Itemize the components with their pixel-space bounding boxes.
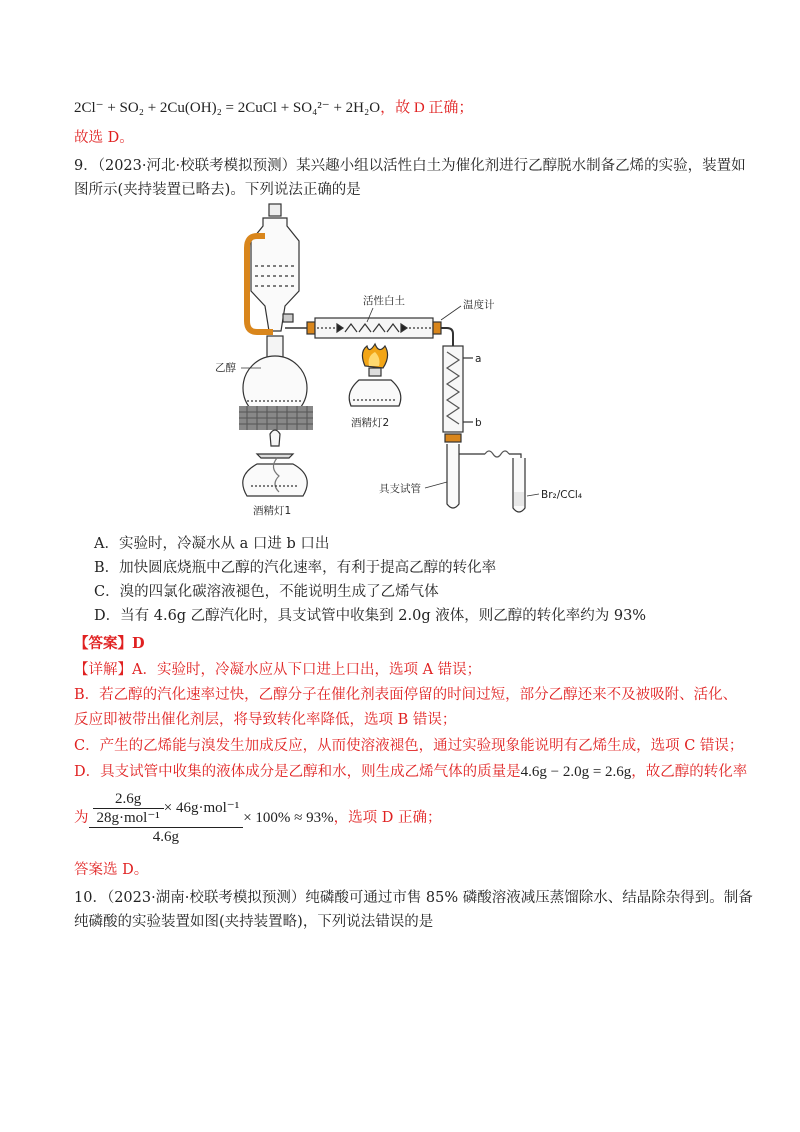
detail-line1: 【详解】A．实验时，冷凝水应从下口进上口出，选项 A 错误； [74,662,482,678]
q10-text-line2: 纯磷酸的实验装置如图(夹持装置略)，下列说法错误的是 [74,914,434,930]
q9-text-line2: 图所示(夹持装置已略去)。下列说法正确的是 [74,182,361,198]
bromine-tube [513,458,525,512]
inner-fraction [93,790,164,827]
q9-text-line1: 9．（2023·河北·校联考模拟预测）某兴趣小组以活性白土为催化剂进行乙醇脱水制备乙烯的实验，装置如 [74,158,746,174]
outer-numerator [89,790,244,827]
detail-line5 [74,762,747,782]
detail-line3: 反应即被带出催化剂层，将导致转化率降低，选项 B 错误； [74,712,457,728]
catalyst-tube [307,318,441,338]
label-b: b [475,417,482,429]
label-side-arm-tube: 具支试管 [379,483,421,495]
outer-denominator: 4.6g [89,827,244,846]
option-d: D．当有 4.6g 乙醇汽化时，具支试管中收集到 2.0g 液体，则乙醇的转化率约为 93% [94,608,647,624]
detail-line5a: D．具支试管中收集的液体成分是乙醇和水，则生成乙烯气体的质量是 [74,764,521,780]
detail-choice: 答案选 D。 [74,862,149,878]
prev-equation: 2Cl⁻ + SO₂ + 2Cu(OH)₂ = 2CuCl + SO₄²⁻ + 2H₂O [74,100,381,116]
result-value: × 100% ≈ 93% [243,810,334,826]
answer: 【答案】D [74,635,145,652]
q10-text-line1: 10．（2023·湖南·校联考模拟预测）纯磷酸可通过市售 85% 磷酸溶液减压蒸馏除水、结晶除杂得到。制备 [74,890,753,906]
mass-formula: 4.6g − 2.0g = 2.6g [520,764,632,780]
prev-equation-tail: ，故 D 正确； [380,100,474,116]
label-reagent: Br₂/CCl₄ [541,489,583,501]
option-a: A．实验时，冷凝水从 a 口进 b 口出 [94,536,330,552]
label-catalyst: 活性白土 [363,295,405,307]
detail-line2: B．若乙醇的汽化速率过快，乙醇分子在催化剂表面停留的时间过短，部分乙醇还来不及被吸附、活化、 [74,687,738,703]
formula-prefix: 为 [74,810,89,826]
inner-numerator: 2.6g [115,791,142,807]
formula-tail: ，选项 D 正确； [333,810,442,826]
molar-mass-factor: × 46g·mol⁻¹ [163,799,240,816]
label-ethanol: 乙醇 [215,362,236,374]
prev-choice: 故选 D。 [74,130,134,146]
option-c: C．溴的四氯化碳溶液褪色，不能说明生成了乙烯气体 [94,584,439,600]
dropping-funnel [251,204,299,331]
condenser [443,346,473,442]
option-b: B．加快圆底烧瓶中乙醇的汽化速率，有利于提高乙醇的转化率 [94,560,497,576]
conversion-formula [74,790,442,846]
label-a: a [475,353,482,365]
wire-gauze [239,406,313,430]
apparatus-figure [195,196,615,526]
alcohol-lamp-1 [243,430,307,496]
label-lamp1: 酒精灯1 [253,505,292,517]
outer-fraction [89,790,244,846]
label-thermometer: 温度计 [463,299,495,311]
label-lamp2: 酒精灯2 [351,417,390,429]
prev-equation-line [74,98,473,118]
inner-denominator: 28g·mol⁻¹ [93,808,164,827]
detail-line5b: ，故乙醇的转化率 [631,764,748,780]
alcohol-lamp-2 [349,344,401,406]
detail-line4: C．产生的乙烯能与溴发生加成反应，从而使溶液褪色，通过实验现象能说明有乙烯生成，选项 C 错误； [74,738,744,754]
side-arm-tube [447,444,521,508]
